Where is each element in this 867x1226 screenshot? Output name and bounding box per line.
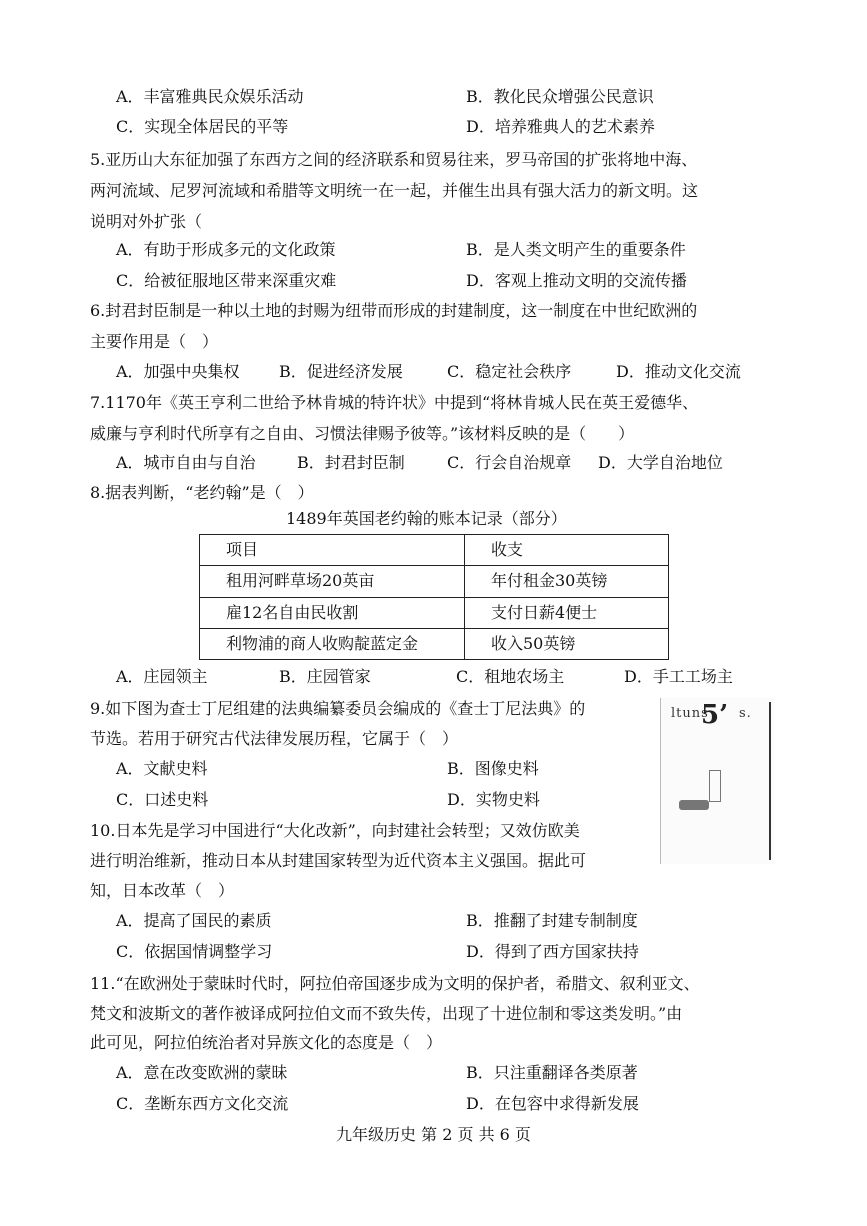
- q7-option-c: C．行会自治规章: [447, 453, 572, 472]
- q10-option-d: D．得到了西方国家扶持: [466, 942, 639, 961]
- q10-stem-line3: 知，日本改革（ ）: [90, 881, 235, 900]
- table-caption: 1489年英国老约翰的账本记录（部分）: [286, 509, 567, 528]
- q8-option-a: A．庄园领主: [116, 667, 208, 686]
- q5-option-d: D．客观上推动文明的交流传播: [466, 271, 687, 290]
- q8-option-c: C．租地农场主: [456, 667, 565, 686]
- q6-stem-line1: 6.封君封臣制是一种以土地的封赐为纽带而形成的封建制度，这一制度在中世纪欧洲的: [90, 301, 698, 320]
- table-cell: 利物浦的商人收购靛蓝定金: [200, 628, 465, 659]
- q7-option-b: B．封君封臣制: [297, 453, 405, 472]
- q6-option-c: C．稳定社会秩序: [447, 362, 572, 381]
- table-cell: 收入50英镑: [465, 628, 669, 659]
- q7-option-a: A．城市自由与自治: [116, 453, 256, 472]
- table-header-amount: 收支: [465, 535, 669, 566]
- q4-option-a: A．丰富雅典民众娱乐活动: [116, 87, 304, 106]
- q11-option-a: A．意在改变欧洲的蒙昧: [116, 1063, 288, 1082]
- q8-stem: 8.据表判断，“老约翰”是（ ）: [90, 483, 314, 502]
- q4-option-b: B．教化民众增强公民意识: [466, 87, 654, 106]
- q6-option-a: A．加强中央集权: [116, 362, 240, 381]
- q10-option-b: B．推翻了封建专制制度: [466, 911, 638, 930]
- q7-stem-line1: 7.1170年《英王亨利二世给予林肯城的特许状》中提到“将林肯城人民在英王爱德华、: [90, 393, 699, 412]
- q11-option-c: C．垄断东西方文化交流: [116, 1094, 289, 1113]
- q7-stem-line2: 威廉与亨利时代所享有之自由、习惯法律赐予彼等。”该材料反映的是（ ）: [90, 424, 635, 443]
- codex-image-text: ltuns: [671, 706, 709, 721]
- q11-option-d: D．在包容中求得新发展: [466, 1094, 639, 1113]
- q10-stem-line1: 10.日本先是学习中国进行“大化改新”，向封建社会转型；又效仿欧美: [90, 821, 580, 840]
- table-row: [200, 566, 669, 597]
- q9-option-a: A．文献史料: [116, 759, 208, 778]
- page-footer: 九年级历史 第 2 页 共 6 页: [336, 1125, 531, 1144]
- q11-stem-line1: 11.“在欧洲处于蒙昧时代时，阿拉伯帝国逐步成为文明的保护者，希腊文、叙利亚文、: [90, 974, 700, 993]
- q11-stem-line2: 梵文和波斯文的著作被译成阿拉伯文而不致失传，出现了十进位制和零这类发明。”由: [90, 1004, 683, 1023]
- q6-stem-line2: 主要作用是（ ）: [90, 332, 219, 351]
- codex-image-suffix: s.: [739, 706, 752, 721]
- table-header-item: 项目: [200, 535, 465, 566]
- q9-option-c: C．口述史料: [116, 790, 209, 809]
- q11-option-b: B．只注重翻译各类原著: [466, 1063, 638, 1082]
- q5-option-b: B．是人类文明产生的重要条件: [466, 240, 686, 259]
- q5-option-c: C．给被征服地区带来深重灾难: [116, 271, 337, 290]
- q7-option-d: D．大学自治地位: [598, 453, 723, 472]
- table-header-row: [200, 535, 669, 566]
- q6-option-b: B．促进经济发展: [279, 362, 403, 381]
- q10-stem-line2: 进行明治维新，推动日本从封建国家转型为近代资本主义强国。据此可: [90, 851, 587, 870]
- q4-option-d: D．培养雅典人的艺术素养: [466, 117, 655, 136]
- q5-stem-line1: 5.亚历山大东征加强了东西方之间的经济联系和贸易往来，罗马帝国的扩张将地中海、: [90, 150, 698, 169]
- q9-option-b: B．图像史料: [447, 759, 539, 778]
- codex-edge-rule: [769, 702, 771, 860]
- codex-image-numeral: 5’: [701, 700, 729, 730]
- q8-option-b: B．庄园管家: [279, 667, 371, 686]
- table-cell: 年付租金30英镑: [465, 566, 669, 597]
- q5-option-a: A．有助于形成多元的文化政策: [116, 240, 336, 259]
- q5-stem-line3: 说明对外扩张（: [90, 212, 203, 231]
- q10-option-c: C．依据国情调整学习: [116, 942, 273, 961]
- q11-stem-line3: 此可见，阿拉伯统治者对异族文化的态度是（ ）: [90, 1033, 443, 1052]
- codex-smudge: [679, 800, 709, 810]
- table-cell: 租用河畔草场20英亩: [200, 566, 465, 597]
- ledger-table: [199, 534, 669, 660]
- table-row: [200, 628, 669, 659]
- table-row: [200, 597, 669, 628]
- q10-option-a: A．提高了国民的素质: [116, 911, 272, 930]
- q8-option-d: D．手工工场主: [624, 667, 733, 686]
- table-cell: 雇12名自由民收割: [200, 597, 465, 628]
- q5-stem-line2: 两河流域、尼罗河流域和希腊等文明统一在一起，并催生出具有强大活力的新文明。这: [90, 181, 699, 200]
- codex-fold-mark: [709, 770, 721, 802]
- q9-option-d: D．实物史料: [447, 790, 540, 809]
- q9-stem-line1: 9.如下图为查士丁尼组建的法典编纂委员会编成的《查士丁尼法典》的: [90, 699, 586, 718]
- q6-option-d: D．推动文化交流: [616, 362, 741, 381]
- justinian-code-image: [660, 698, 775, 864]
- table-cell: 支付日薪4便士: [465, 597, 669, 628]
- q4-option-c: C．实现全体居民的平等: [116, 117, 289, 136]
- q9-stem-line2: 节选。若用于研究古代法律发展历程，它属于（ ）: [90, 729, 459, 748]
